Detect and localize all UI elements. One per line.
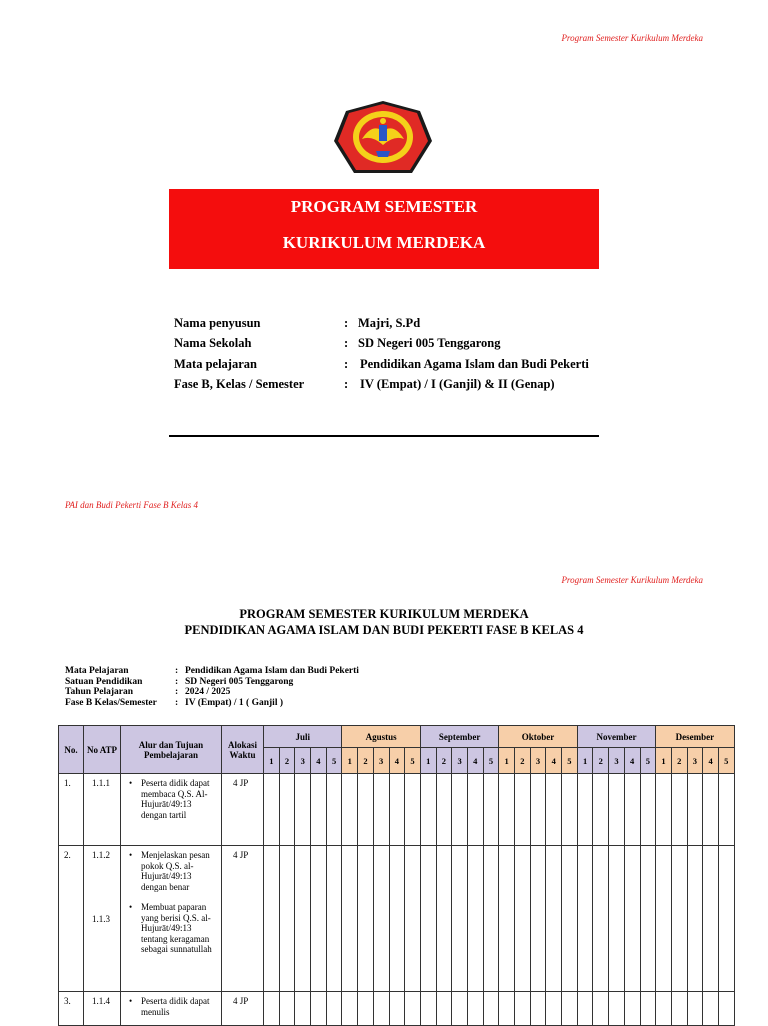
week-cell[interactable]: [609, 846, 625, 992]
week-cell[interactable]: [499, 992, 515, 1026]
week-number: 4: [467, 748, 483, 774]
week-cell[interactable]: [546, 992, 562, 1026]
week-cell[interactable]: [593, 774, 609, 846]
info-sep: :: [344, 315, 349, 330]
week-number: 3: [295, 748, 311, 774]
table-body: [59, 774, 735, 1026]
atp-cell: [84, 774, 121, 846]
atp-code: 1.1.3: [92, 914, 110, 924]
author-info: [174, 313, 589, 395]
month-header: Juli: [264, 726, 342, 748]
week-number: 3: [452, 748, 468, 774]
footer-note: PAI dan Budi Pekerti Fase B Kelas 4: [65, 500, 199, 510]
meta-value: 2024 / 2025: [185, 687, 231, 697]
info-label: Nama Sekolah: [174, 336, 252, 351]
info-row: [174, 334, 589, 355]
week-cell[interactable]: [499, 774, 515, 846]
table-row: [59, 992, 735, 1026]
meta-value: SD Negeri 005 Tenggarong: [185, 676, 294, 687]
week-number: 2: [436, 748, 452, 774]
atp-cell: [84, 846, 121, 992]
week-cell[interactable]: [593, 992, 609, 1026]
week-cell[interactable]: [342, 774, 358, 846]
row-number: 3.: [59, 992, 84, 1026]
learning-objectives: [121, 774, 222, 846]
week-cell[interactable]: [326, 846, 342, 992]
month-header: September: [420, 726, 498, 748]
bullet-icon: •: [129, 996, 133, 1006]
week-cell[interactable]: [656, 992, 672, 1026]
week-cell[interactable]: [389, 992, 405, 1026]
week-cell[interactable]: [609, 992, 625, 1026]
divider-line: [169, 435, 599, 437]
tut-wuri-handayani-logo: [332, 101, 434, 179]
week-cell[interactable]: [671, 992, 687, 1026]
week-cell[interactable]: [358, 774, 374, 846]
meta-sep: :: [175, 687, 179, 697]
week-number: 4: [624, 748, 640, 774]
meta-row: [65, 698, 359, 709]
week-cell[interactable]: [279, 846, 295, 992]
week-cell[interactable]: [279, 992, 295, 1026]
week-cell[interactable]: [420, 846, 436, 992]
week-number: 4: [311, 748, 327, 774]
week-number: 2: [671, 748, 687, 774]
week-cell[interactable]: [342, 846, 358, 992]
week-cell[interactable]: [452, 992, 468, 1026]
week-cell[interactable]: [609, 774, 625, 846]
week-cell[interactable]: [687, 774, 703, 846]
month-header: Agustus: [342, 726, 420, 748]
week-cell[interactable]: [640, 992, 656, 1026]
meta-label: Satuan Pendidikan: [65, 676, 143, 687]
week-cell[interactable]: [530, 992, 546, 1026]
page-title: PROGRAM SEMESTER KURIKULUM MERDEKA: [239, 607, 529, 621]
month-header: Desember: [656, 726, 734, 748]
banner-line2: KURIKULUM MERDEKA: [282, 233, 486, 252]
week-cell[interactable]: [562, 846, 578, 992]
week-cell[interactable]: [703, 846, 719, 992]
week-cell[interactable]: [577, 992, 593, 1026]
header-alokasi: Alokasi Waktu: [222, 726, 264, 774]
week-cell[interactable]: [483, 846, 499, 992]
atp-code: 1.1.1: [92, 778, 110, 788]
week-cell[interactable]: [436, 992, 452, 1026]
info-row: [174, 354, 589, 375]
week-cell[interactable]: [326, 774, 342, 846]
week-cell[interactable]: [311, 846, 327, 992]
week-cell[interactable]: [577, 774, 593, 846]
week-cell[interactable]: [295, 992, 311, 1026]
week-number: 1: [577, 748, 593, 774]
info-label: Mata pelajaran: [174, 356, 257, 371]
week-cell[interactable]: [405, 846, 421, 992]
info-value: Pendidikan Agama Islam dan Budi Pekerti: [360, 356, 589, 371]
row-number: 2.: [59, 846, 84, 992]
week-cell[interactable]: [420, 992, 436, 1026]
week-cell[interactable]: [467, 774, 483, 846]
info-label: Nama penyusun: [174, 315, 261, 330]
week-cell[interactable]: [326, 992, 342, 1026]
week-cell[interactable]: [373, 992, 389, 1026]
week-number: 5: [718, 748, 734, 774]
document-meta: [65, 666, 359, 708]
week-cell[interactable]: [342, 992, 358, 1026]
week-cell[interactable]: [483, 992, 499, 1026]
week-number: 2: [593, 748, 609, 774]
meta-label: Mata Pelajaran: [65, 666, 129, 676]
week-number: 5: [562, 748, 578, 774]
week-cell[interactable]: [515, 992, 531, 1026]
week-cell[interactable]: [295, 846, 311, 992]
learning-objectives: [121, 992, 222, 1026]
atp-cell: [84, 992, 121, 1026]
learning-objectives: [121, 846, 222, 992]
week-cell[interactable]: [436, 846, 452, 992]
week-number: 1: [342, 748, 358, 774]
week-number: 1: [264, 748, 280, 774]
time-allocation: 4 JP: [222, 774, 264, 846]
week-cell[interactable]: [311, 774, 327, 846]
week-number: 2: [515, 748, 531, 774]
week-number: 3: [530, 748, 546, 774]
time-allocation: 4 JP: [222, 992, 264, 1026]
objective-text: Menjelaskan pesan pokok Q.S. al-Hujurāt/49:13 dengan benar: [141, 850, 210, 892]
page-subtitle: PENDIDIKAN AGAMA ISLAM DAN BUDI PEKERTI FASE B KELAS 4: [184, 623, 584, 637]
info-row: [174, 375, 589, 396]
bullet-icon: •: [129, 850, 133, 860]
meta-row: [65, 666, 359, 677]
info-sep: :: [344, 336, 349, 351]
week-cell[interactable]: [687, 846, 703, 992]
table-row: [59, 774, 735, 846]
objective-text: Peserta didik dapat menulis: [141, 996, 210, 1017]
week-cell[interactable]: [467, 992, 483, 1026]
header-no: No.: [59, 726, 84, 774]
week-cell[interactable]: [530, 774, 546, 846]
week-cell[interactable]: [420, 774, 436, 846]
week-number: 5: [326, 748, 342, 774]
week-cell[interactable]: [703, 992, 719, 1026]
week-number: 1: [420, 748, 436, 774]
week-cell[interactable]: [718, 846, 734, 992]
week-cell[interactable]: [640, 774, 656, 846]
atp-code: 1.1.2: [92, 850, 110, 860]
week-number: 1: [499, 748, 515, 774]
table-row: [59, 846, 735, 992]
week-number: 2: [279, 748, 295, 774]
meta-row: [65, 687, 359, 698]
week-cell[interactable]: [624, 774, 640, 846]
week-cell[interactable]: [718, 774, 734, 846]
meta-sep: :: [175, 676, 179, 687]
week-cell[interactable]: [577, 846, 593, 992]
bullet-icon: •: [129, 778, 133, 788]
week-cell[interactable]: [311, 992, 327, 1026]
time-allocation: 4 JP: [222, 846, 264, 992]
meta-label: Fase B Kelas/Semester: [65, 697, 157, 708]
objective-item: [125, 850, 217, 892]
info-sep: :: [344, 356, 349, 371]
week-cell[interactable]: [546, 846, 562, 992]
week-cell[interactable]: [452, 774, 468, 846]
week-number: 5: [640, 748, 656, 774]
meta-sep: :: [175, 666, 179, 676]
week-cell[interactable]: [671, 846, 687, 992]
week-number: 4: [546, 748, 562, 774]
meta-row: [65, 677, 359, 688]
week-cell[interactable]: [405, 992, 421, 1026]
week-number: 2: [358, 748, 374, 774]
week-cell[interactable]: [373, 846, 389, 992]
week-cell[interactable]: [264, 846, 280, 992]
bullet-icon: •: [129, 902, 133, 912]
objective-item: [125, 778, 217, 820]
info-value: SD Negeri 005 Tenggarong: [358, 336, 501, 351]
program-table: [58, 725, 735, 1026]
week-cell[interactable]: [530, 846, 546, 992]
week-number: 5: [405, 748, 421, 774]
week-cell[interactable]: [624, 992, 640, 1026]
week-cell[interactable]: [624, 846, 640, 992]
week-cell[interactable]: [389, 774, 405, 846]
week-cell[interactable]: [593, 846, 609, 992]
week-cell[interactable]: [279, 774, 295, 846]
header-note: Program Semester Kurikulum Merdeka: [561, 33, 703, 43]
info-row: [174, 313, 589, 334]
week-cell[interactable]: [405, 774, 421, 846]
info-value: IV (Empat) / I (Ganjil) & II (Genap): [360, 377, 555, 392]
week-cell[interactable]: [687, 992, 703, 1026]
info-sep: :: [344, 377, 349, 392]
objective-text: Peserta didik dapat membaca Q.S. Al-Hujurāt/49:13 dengan tartil: [141, 778, 210, 820]
week-cell[interactable]: [483, 774, 499, 846]
week-cell[interactable]: [703, 774, 719, 846]
atp-code: 1.1.4: [92, 996, 110, 1006]
info-label: Fase B, Kelas / Semester: [174, 377, 305, 392]
week-cell[interactable]: [295, 774, 311, 846]
week-number: 1: [656, 748, 672, 774]
meta-label: Tahun Pelajaran: [65, 687, 134, 697]
week-cell[interactable]: [562, 992, 578, 1026]
week-cell[interactable]: [499, 846, 515, 992]
week-cell[interactable]: [264, 774, 280, 846]
week-cell[interactable]: [562, 774, 578, 846]
title-banner: [169, 189, 599, 269]
objective-text: Membuat paparan yang berisi Q.S. al-Hujurāt/49:13 tentang keragaman sebagai sunnatullah: [141, 902, 212, 954]
objective-item: [125, 996, 217, 1017]
week-number: 5: [483, 748, 499, 774]
info-value: Majri, S.Pd: [358, 315, 421, 330]
week-number: 3: [373, 748, 389, 774]
month-header: Oktober: [499, 726, 577, 748]
week-number: 3: [687, 748, 703, 774]
header-note-page2: Program Semester Kurikulum Merdeka: [561, 575, 703, 585]
month-header: November: [577, 726, 655, 748]
week-cell[interactable]: [656, 846, 672, 992]
row-number: 1.: [59, 774, 84, 846]
week-cell[interactable]: [515, 774, 531, 846]
objective-item: [125, 902, 217, 955]
week-cell[interactable]: [546, 774, 562, 846]
week-cell[interactable]: [718, 992, 734, 1026]
week-cell[interactable]: [264, 992, 280, 1026]
header-alur: Alur dan Tujuan Pembelajaran: [121, 726, 222, 774]
week-cell[interactable]: [640, 846, 656, 992]
banner-line1: PROGRAM SEMESTER: [290, 197, 478, 216]
week-cell[interactable]: [436, 774, 452, 846]
week-cell[interactable]: [467, 846, 483, 992]
week-number: 4: [703, 748, 719, 774]
meta-value: Pendidikan Agama Islam dan Budi Pekerti: [185, 666, 359, 676]
week-cell[interactable]: [373, 774, 389, 846]
week-cell[interactable]: [358, 846, 374, 992]
meta-sep: :: [175, 697, 179, 708]
header-atp: No ATP: [84, 726, 121, 774]
week-number: 4: [389, 748, 405, 774]
week-number: 3: [609, 748, 625, 774]
week-cell[interactable]: [671, 774, 687, 846]
week-cell[interactable]: [389, 846, 405, 992]
week-cell[interactable]: [515, 846, 531, 992]
meta-value: IV (Empat) / 1 ( Ganjil ): [185, 697, 283, 708]
week-cell[interactable]: [656, 774, 672, 846]
week-cell[interactable]: [358, 992, 374, 1026]
week-cell[interactable]: [452, 846, 468, 992]
